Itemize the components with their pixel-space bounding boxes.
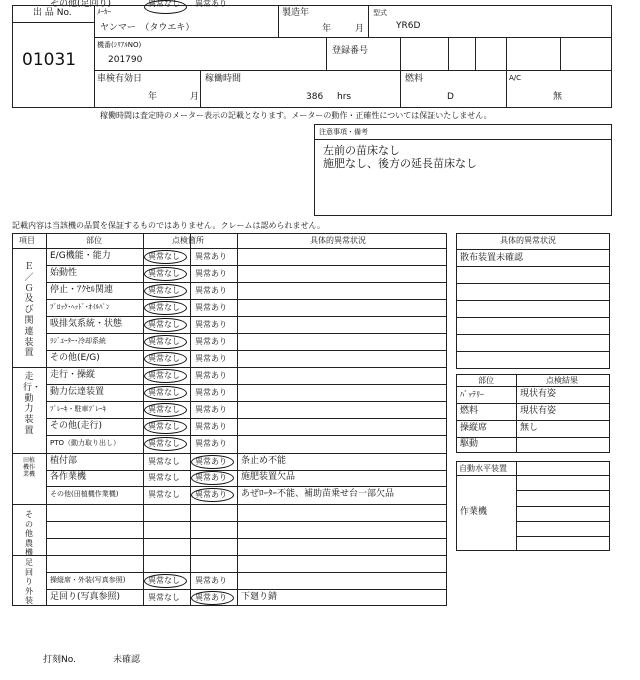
- circle-abnormal-mark: [191, 455, 234, 469]
- row-part: 各作業機: [50, 472, 87, 482]
- row-abnormal: 異常あり: [195, 0, 227, 8]
- group-other: その他農機: [25, 510, 33, 558]
- row-normal: 異常なし: [148, 268, 180, 278]
- row-abnormal: 異常あり: [195, 285, 227, 295]
- circle-abnormal-mark: [191, 591, 234, 605]
- circle-normal-mark: [144, 301, 187, 315]
- fuel-result-value: 現状有姿: [520, 406, 557, 416]
- serial-value: 201790: [108, 55, 143, 65]
- divider: [516, 521, 610, 522]
- row-detail: 下廻り錆: [241, 591, 278, 602]
- circle-abnormal-mark: [191, 471, 234, 485]
- fuel-label: 燃料: [405, 74, 424, 84]
- serial-label: 機番(ｼﾘｱﾙNO): [97, 41, 142, 49]
- row-abnormal: 異常あり: [195, 353, 227, 363]
- seat-value: 無し: [520, 423, 539, 433]
- row-abnormal: 異常あり: [195, 251, 227, 261]
- row-part: 吸排気系統・状態: [50, 318, 123, 329]
- row-part: PTO（動力取り出し）: [50, 439, 121, 447]
- divider: [516, 506, 610, 507]
- divider: [94, 70, 612, 71]
- row-part: その他(足回り): [50, 0, 112, 9]
- divider: [237, 233, 238, 606]
- row-divider: [46, 435, 447, 436]
- divider: [456, 249, 610, 250]
- mfg-year-unit-month: 月: [355, 24, 365, 34]
- row-divider: [46, 486, 447, 487]
- auto-level-label: 自動水平装置: [459, 464, 507, 473]
- row-normal: 異常なし: [148, 592, 180, 602]
- row-part: 始動性: [50, 267, 78, 278]
- row-part: 動力伝達装置: [50, 386, 105, 397]
- divider: [314, 139, 612, 140]
- hours-unit: hrs: [337, 92, 352, 102]
- row-part: ﾌﾞﾛｯｸ･ﾍｯﾄﾞ･ｵｲﾙﾊﾟﾝ: [50, 302, 110, 311]
- notes-title: 注意事項・備考: [319, 128, 368, 136]
- right-col-part: 部位: [478, 376, 494, 385]
- circle-normal-mark: [144, 267, 187, 281]
- row-abnormal: 異常あり: [195, 421, 227, 431]
- row-normal: 異常なし: [148, 336, 180, 346]
- row-divider: [12, 367, 447, 368]
- row-divider: [46, 299, 447, 300]
- notes-line-2: 施肥なし、後方の延長苗床なし: [323, 157, 477, 170]
- circle-normal-mark: [144, 250, 187, 264]
- divider: [46, 233, 47, 606]
- circle-normal-mark: [144, 335, 187, 349]
- row-normal: 異常なし: [148, 353, 180, 363]
- divider: [516, 490, 610, 491]
- row-normal: 異常なし: [148, 251, 180, 261]
- row-divider: [46, 316, 447, 317]
- row-divider: [46, 538, 447, 539]
- row-divider: [46, 418, 447, 419]
- lot-number: 01031: [22, 50, 77, 70]
- group-work: 田植機作業機: [23, 457, 36, 478]
- inspection-label: 車検有効日: [97, 74, 143, 84]
- row-divider: [12, 248, 447, 249]
- row-abnormal: 異常あり: [195, 439, 227, 448]
- col-part: 部位: [86, 236, 102, 245]
- group-foot: 足回り外装: [25, 558, 33, 606]
- row-normal: 異常なし: [148, 404, 180, 414]
- divider: [12, 22, 94, 23]
- divider: [326, 37, 327, 70]
- divider: [94, 37, 612, 38]
- row-abnormal: 異常あり: [195, 592, 227, 602]
- divider: [456, 437, 610, 438]
- ac-label: A/C: [509, 74, 522, 82]
- row-abnormal: 異常あり: [195, 370, 227, 380]
- row-part: その他(E/G): [50, 352, 100, 363]
- divider: [506, 70, 507, 108]
- col-check: 点検箇所: [172, 236, 204, 245]
- stamp-label: 打刻No.: [43, 655, 76, 665]
- row-abnormal: 異常あり: [195, 575, 227, 585]
- row-divider: [12, 504, 447, 505]
- circle-normal-mark: [144, 318, 187, 332]
- registration-label: 登録番号: [332, 46, 369, 56]
- lot-label: 出 品 No.: [33, 8, 72, 18]
- row-part: 操縦席・外装(写真参照): [50, 575, 126, 584]
- circle-normal-mark: [144, 574, 187, 588]
- row-normal: 異常なし: [148, 0, 180, 8]
- row-divider: [46, 384, 447, 385]
- circle-normal-mark: [144, 403, 187, 417]
- divider: [278, 5, 279, 37]
- row-divider: [12, 453, 447, 454]
- divider: [456, 420, 610, 421]
- row-abnormal: 異常あり: [195, 387, 227, 397]
- row-detail: 施肥装置欠品: [241, 472, 296, 482]
- row-abnormal: 異常あり: [195, 456, 227, 466]
- notes-line-1: 左前の苗床なし: [323, 144, 400, 157]
- row-abnormal: 異常あり: [195, 268, 227, 278]
- row-divider: [46, 470, 447, 471]
- row-abnormal: 異常あり: [195, 404, 227, 414]
- row-abnormal: 異常あり: [195, 473, 227, 482]
- group-drive: 走行・動力装置: [23, 372, 42, 436]
- row-divider: [46, 350, 447, 351]
- row-normal: 異常なし: [148, 285, 180, 295]
- divider: [94, 5, 95, 108]
- col-detail: 具体的異常状況: [310, 236, 366, 245]
- circle-normal-mark: [144, 284, 187, 298]
- right-col-result: 点検結果: [546, 376, 578, 385]
- row-abnormal: 異常あり: [195, 319, 227, 329]
- divider: [200, 70, 201, 108]
- circle-abnormal-mark: [191, 488, 234, 502]
- circle-normal-mark: [144, 386, 187, 400]
- mfg-year-label: 製造年: [282, 8, 310, 18]
- ac-value: 無: [553, 92, 563, 102]
- divider: [456, 283, 610, 284]
- divider: [516, 536, 610, 537]
- row-divider: [46, 572, 447, 573]
- row-normal: 異常なし: [148, 439, 180, 448]
- divider: [400, 37, 401, 70]
- right-title: 具体的異常状況: [500, 236, 556, 245]
- row-part: その他(田植機作業機): [50, 490, 119, 498]
- right-first-line: 散布装置未確認: [460, 253, 524, 263]
- row-abnormal: 異常あり: [195, 490, 227, 499]
- maker-label: ﾒｰｶｰ: [97, 8, 111, 16]
- inspection-month: 月: [190, 92, 200, 102]
- divider: [400, 70, 401, 108]
- divider: [456, 266, 610, 267]
- disclaimer: 記載内容は当該機の品質を保証するものではありません。クレームは認められません。: [12, 221, 325, 230]
- circle-normal-mark: [144, 437, 187, 451]
- row-normal: 異常なし: [148, 302, 180, 312]
- row-normal: 異常なし: [148, 473, 180, 482]
- inspection-year: 年: [148, 92, 158, 102]
- circle-normal-mark: [144, 0, 187, 14]
- row-abnormal: 異常あり: [195, 302, 227, 312]
- group-engine: Ｅ／Ｇ及び関連装置: [24, 262, 34, 359]
- row-divider: [46, 521, 447, 522]
- divider: [190, 233, 191, 606]
- divider: [456, 475, 610, 476]
- row-divider: [46, 265, 447, 266]
- row-part: 走行・操縦: [50, 369, 96, 380]
- divider: [456, 334, 610, 335]
- model-label: 型式: [373, 9, 387, 17]
- row-detail: あぜﾛｰﾀｰ不能、補助苗乗せ台一部欠品: [241, 489, 395, 499]
- circle-normal-mark: [144, 369, 187, 383]
- divider: [475, 37, 476, 70]
- row-normal: 異常なし: [148, 575, 180, 585]
- model-value: YR6D: [396, 21, 421, 31]
- stamp-value: 未確認: [113, 655, 141, 665]
- divider: [456, 351, 610, 352]
- circle-normal-mark: [144, 420, 187, 434]
- row-part: 足回り(写真参照): [50, 591, 121, 602]
- row-part: ﾗｼﾞｴｰﾀｰ･冷却系統: [50, 336, 106, 345]
- divider: [560, 37, 561, 70]
- notes-box: [314, 124, 612, 216]
- circle-normal-mark: [144, 352, 187, 366]
- divider: [456, 403, 610, 404]
- row-divider: [12, 555, 447, 556]
- row-divider: [46, 333, 447, 334]
- maker-value: ヤンマー （タウエキ）: [100, 23, 195, 33]
- row-detail: 条止め不能: [241, 455, 287, 466]
- row-part: その他(走行): [50, 420, 103, 431]
- row-part: E/G機能・能力: [50, 250, 111, 261]
- row-normal: 異常なし: [148, 387, 180, 397]
- row-normal: 異常なし: [148, 456, 180, 466]
- row-normal: 異常なし: [148, 319, 180, 329]
- row-part: 停止・ｱｸｾﾙ関連: [50, 284, 114, 295]
- row-divider: [46, 589, 447, 590]
- row-normal: 異常なし: [148, 490, 180, 499]
- mfg-year-unit-year: 年: [322, 24, 332, 34]
- seat-label: 操縦席: [460, 423, 488, 433]
- divider: [448, 37, 449, 70]
- work-machine-label: 作業機: [460, 507, 488, 517]
- battery-label: ﾊﾞｯﾃﾘｰ: [460, 390, 484, 399]
- divider: [456, 386, 610, 387]
- divider: [368, 5, 369, 37]
- row-part: ﾌﾞﾚｰｷ・駐車ﾌﾞﾚｰｷ: [50, 404, 106, 413]
- col-item: 項目: [19, 236, 35, 245]
- fuel-value: D: [447, 92, 454, 102]
- row-part: 植付部: [50, 455, 78, 466]
- row-abnormal: 異常あり: [195, 336, 227, 346]
- divider: [456, 317, 610, 318]
- battery-value: 現状有姿: [520, 389, 557, 399]
- hours-label: 稼働時間: [205, 74, 242, 84]
- hours-note: 稼働時間は査定時のメーター表示の記載となります。メーターの動作・正確性については保証いたしません。: [100, 111, 492, 120]
- divider: [506, 37, 507, 70]
- row-divider: [46, 401, 447, 402]
- row-divider: [46, 282, 447, 283]
- row-normal: 異常なし: [148, 370, 180, 380]
- row-normal: 異常なし: [148, 421, 180, 431]
- divider: [456, 300, 610, 301]
- fuel-result-label: 燃料: [460, 406, 479, 416]
- hours-value: 386: [306, 92, 324, 102]
- drive-label: 駆動: [460, 439, 479, 449]
